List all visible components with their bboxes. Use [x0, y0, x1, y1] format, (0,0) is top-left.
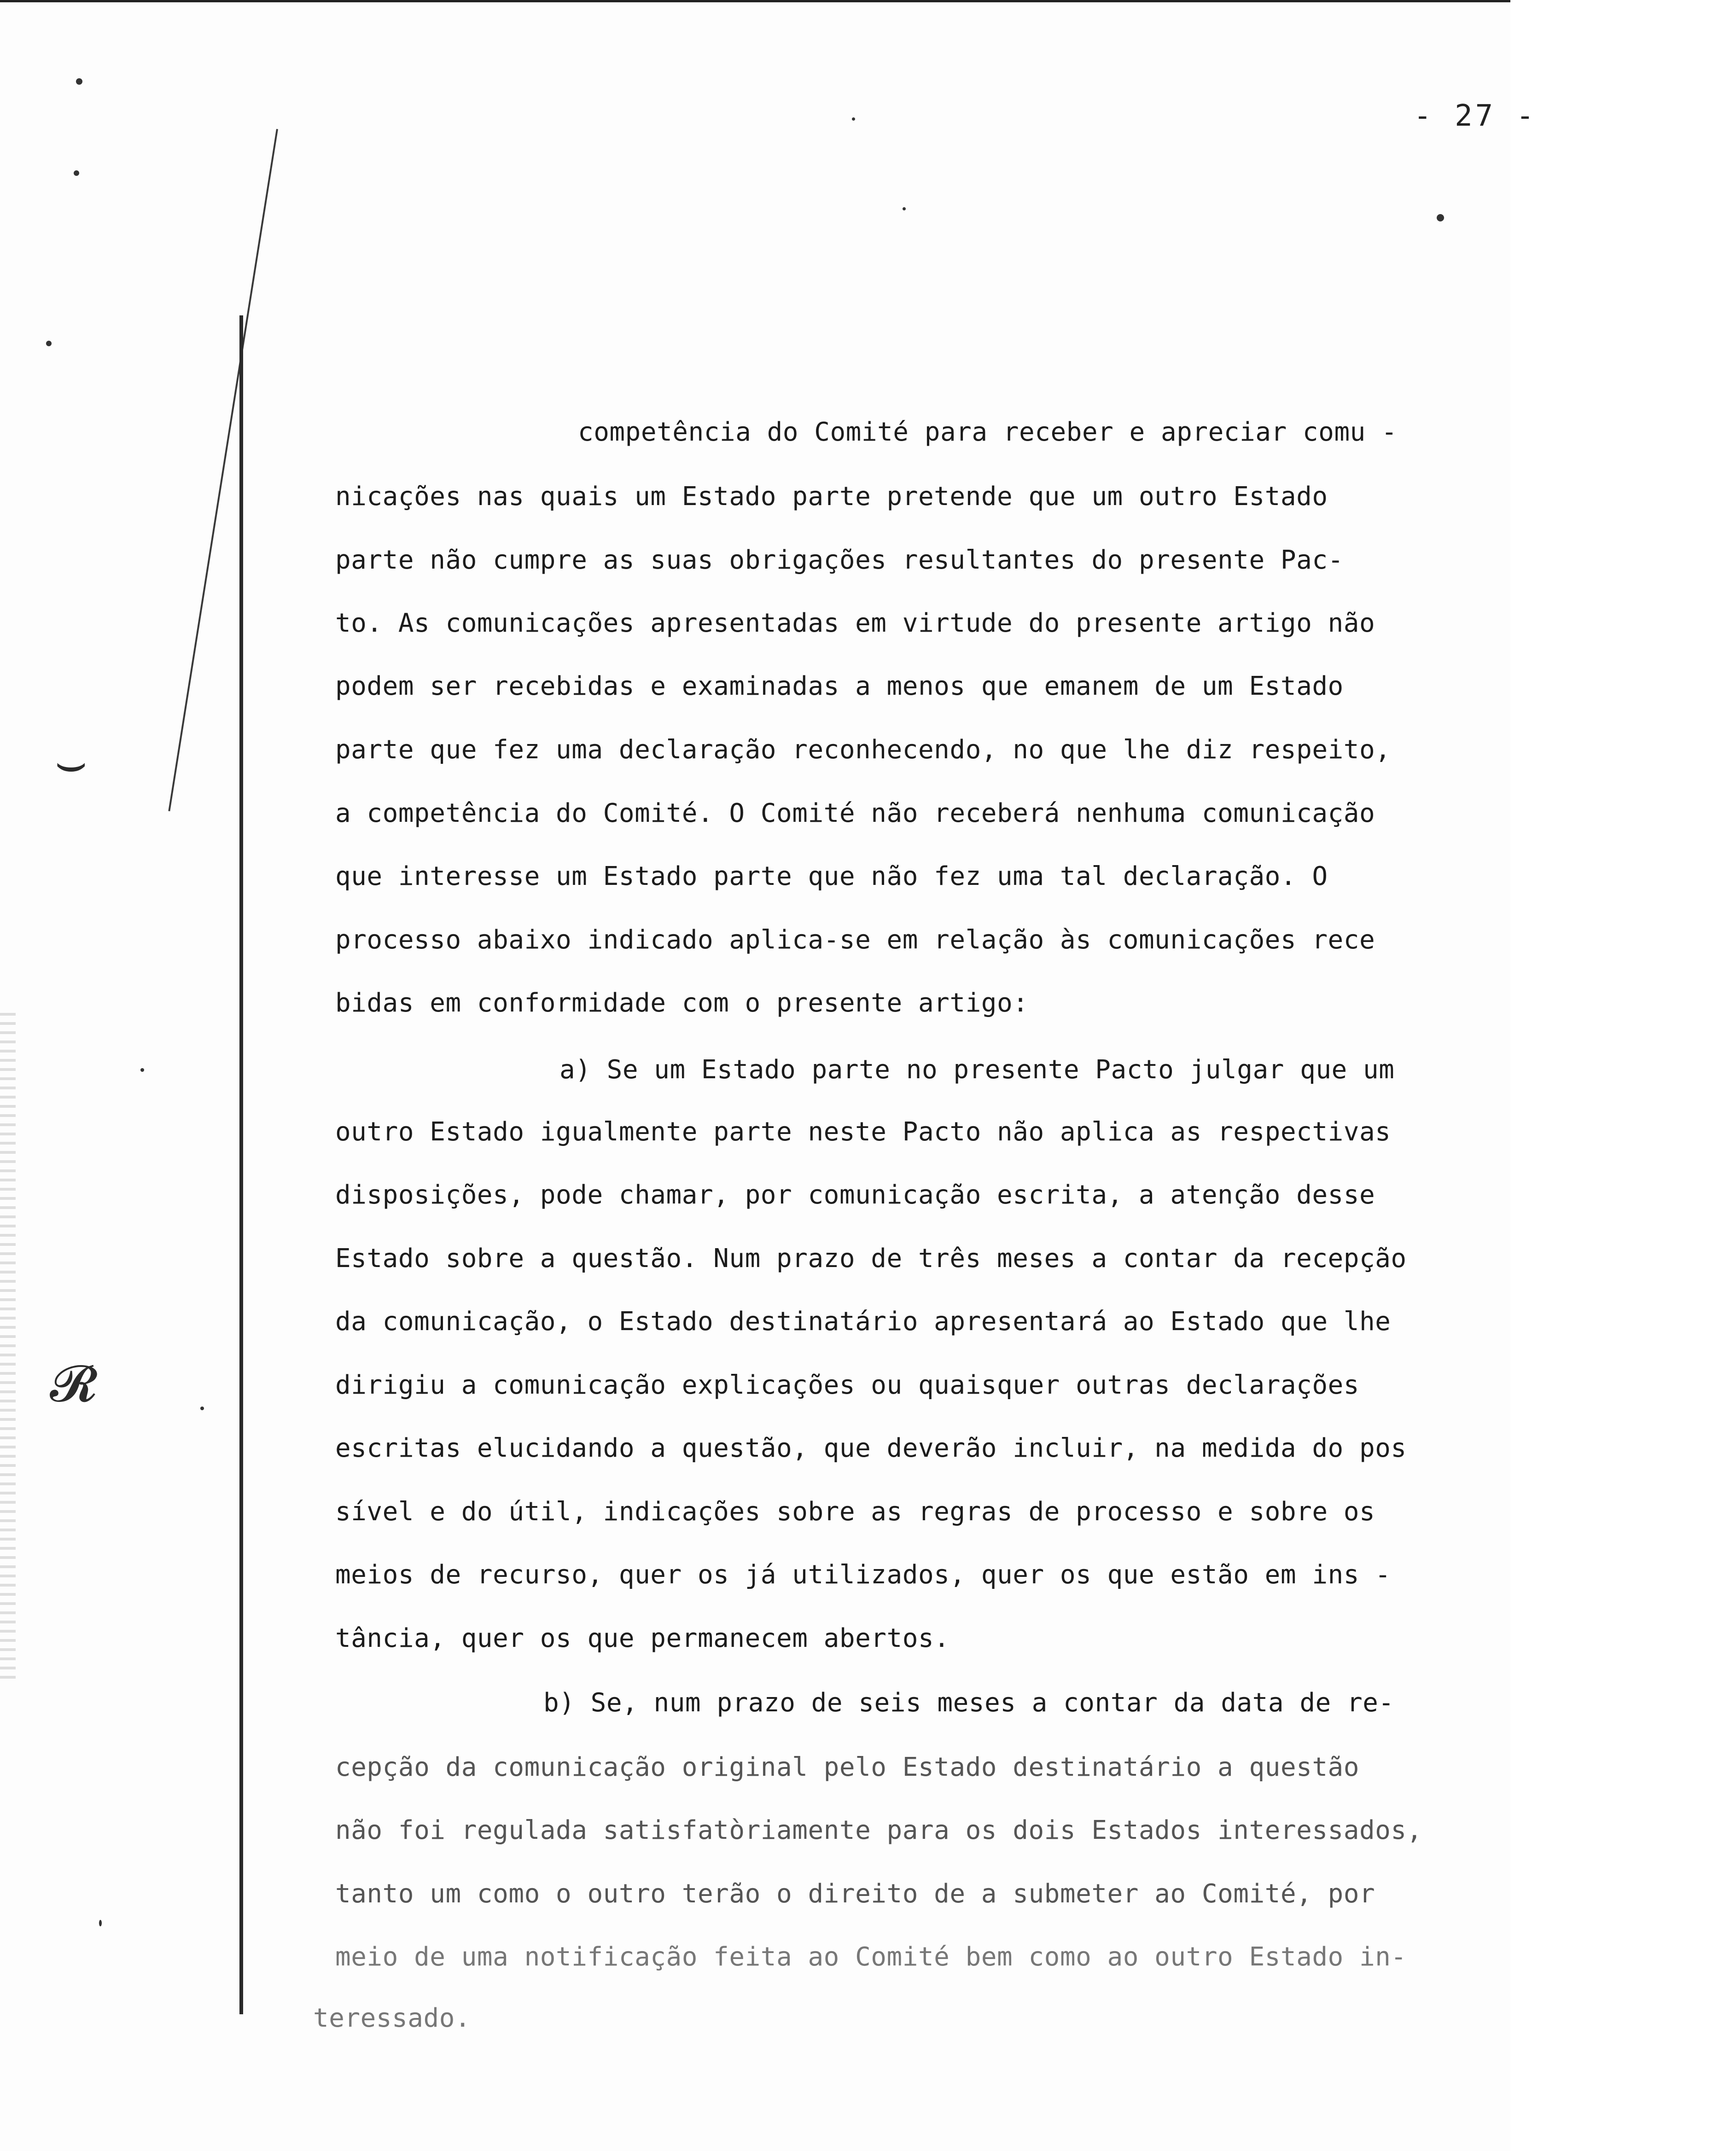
text-line: que interesse um Estado parte que não fez uma tal declaração. O — [335, 861, 1328, 891]
scan-speck — [46, 341, 52, 346]
margin-handwritten-mark: 𝓡 — [50, 1354, 97, 1413]
text-line: escritas elucidando a questão, que deverão incluir, na medida do pos — [335, 1433, 1407, 1463]
text-line: meio de uma notificação feita ao Comité bem como ao outro Estado in- — [335, 1942, 1407, 1972]
text-line: tância, quer os que permanecem abertos. — [335, 1623, 950, 1653]
text-line: sível e do útil, indicações sobre as regras de processo e sobre os — [335, 1497, 1375, 1527]
text-line: teressado. — [313, 2003, 471, 2033]
text-line: meios de recurso, quer os já utilizados, quer os que estão em ins - — [335, 1560, 1391, 1590]
scan-speck — [200, 1407, 204, 1410]
text-line: disposições, pode chamar, por comunicação escrita, a atenção desse — [335, 1180, 1375, 1210]
scan-speck — [74, 170, 79, 176]
margin-slash-line — [168, 129, 278, 811]
text-line: Estado sobre a questão. Num prazo de três meses a contar da recepção — [335, 1244, 1407, 1273]
text-line: tanto um como o outro terão o direito de a submeter ao Comité, por — [335, 1879, 1375, 1909]
text-line: parte que fez uma declaração reconhecendo, no que lhe diz respeito, — [335, 735, 1391, 765]
top-border-rule — [0, 0, 1510, 2]
scan-speck — [1437, 214, 1444, 221]
text-line: podem ser recebidas e examinadas a menos que emanem de um Estado — [335, 671, 1344, 701]
text-line: bidas em conformidade com o presente artigo: — [335, 988, 1029, 1018]
text-line: outro Estado igualmente parte neste Pacto não aplica as respectivas — [335, 1117, 1391, 1147]
text-line: dirigiu a comunicação explicações ou quaisquer outras declarações — [335, 1370, 1359, 1400]
paragraph-a-first-line: a) Se um Estado parte no presente Pacto julgar que um — [559, 1055, 1395, 1085]
text-line: processo abaixo indicado aplica-se em relação às comunicações rece — [335, 925, 1375, 955]
text-line: parte não cumpre as suas obrigações resultantes do presente Pac- — [335, 545, 1344, 575]
scan-speck — [99, 1920, 102, 1926]
margin-handwritten-mark: ⌣ — [54, 733, 88, 791]
scan-speck — [852, 117, 855, 121]
text-line: a competência do Comité. O Comité não receberá nenhuma comunicação — [335, 798, 1375, 828]
paragraph-b-first-line: b) Se, num prazo de seis meses a contar da data de re- — [543, 1688, 1394, 1718]
text-line: competência do Comité para receber e apreciar comu - — [578, 417, 1398, 447]
scan-speck — [140, 1068, 144, 1072]
binding-edge-marks — [0, 1013, 16, 1680]
text-line: cepção da comunicação original pelo Estado destinatário a questão — [335, 1752, 1359, 1782]
text-line: to. As comunicações apresentadas em virtude do presente artigo não — [335, 608, 1375, 638]
text-line: da comunicação, o Estado destinatário apresentará ao Estado que lhe — [335, 1307, 1391, 1337]
scan-speck — [903, 207, 906, 210]
page-number: - 27 - — [1414, 99, 1537, 133]
scan-speck — [76, 78, 82, 85]
text-line: não foi regulada satisfatòriamente para os dois Estados interessados, — [335, 1815, 1422, 1845]
text-line: nicações nas quais um Estado parte pretende que um outro Estado — [335, 482, 1328, 512]
margin-vertical-bar — [239, 315, 243, 2014]
